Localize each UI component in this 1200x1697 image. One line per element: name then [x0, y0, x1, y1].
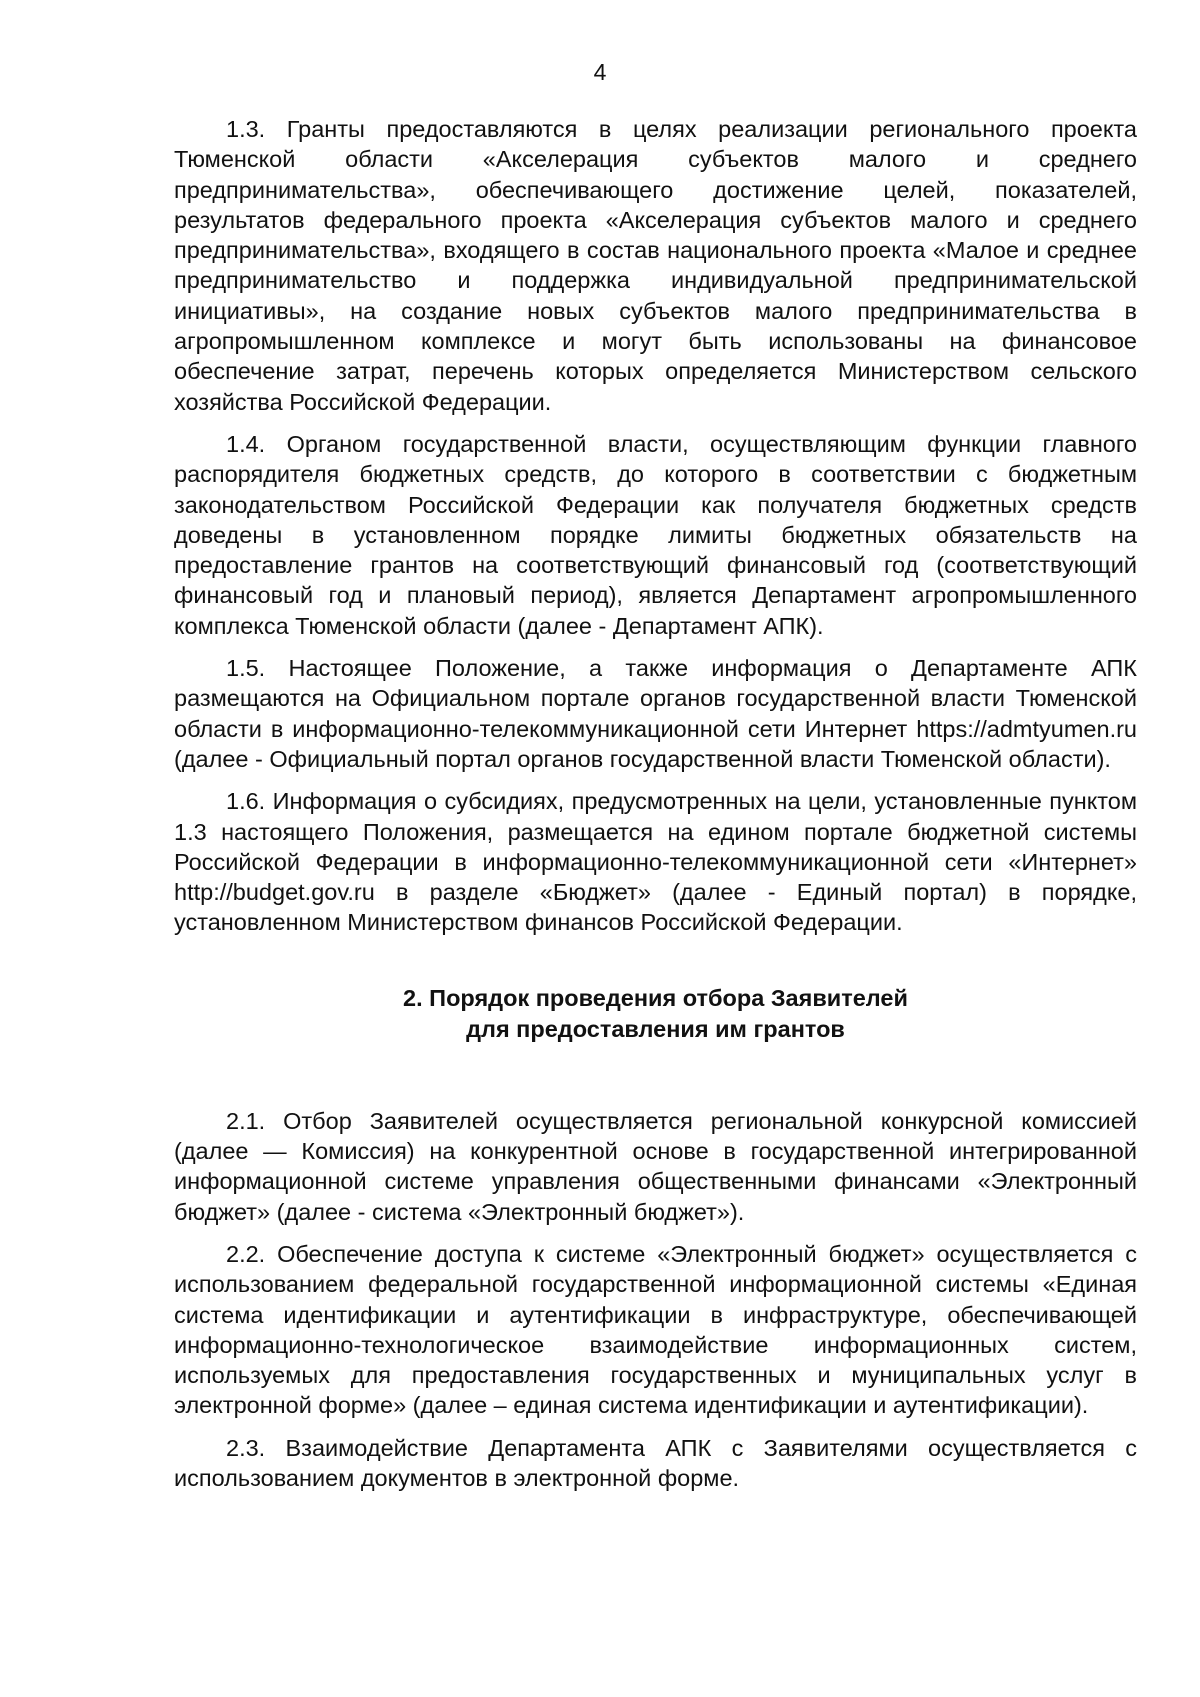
paragraph-1-4: 1.4. Органом государственной власти, осуществляющим функции главного распорядителя бюджетных средств, до которого в соответствии с бюджетным законодательством Российской Федерации как получателя бюджетных средств доведены в установленном порядке лимиты бюджетных обязательств на предоставление грантов на соответствующий финансовый год (соответствующий финансовый год и плановый период), является Департамент агропромышленного комплекса Тюменской области (далее - Департамент АПК).	[174, 430, 1137, 639]
document-body	[174, 114, 1137, 1493]
page-number: 4	[593, 59, 607, 85]
paragraph-1-6: 1.6. Информация о субсидиях, предусмотренных на цели, установленные пунктом 1.3 настоящего Положения, размещается на едином портале бюджетной системы Российской Федерации в информационно-телекоммуникационной сети «Интернет» http://budget.gov.ru в разделе «Бюджет» (далее - Единый портал) в порядке, установленном Министерством финансов Российской Федерации.	[174, 788, 1137, 936]
section-2-heading	[174, 983, 1137, 1045]
paragraph-2-1: 2.1. Отбор Заявителей осуществляется региональной конкурсной комиссией (далее — Комиссия) на конкурентной основе в государственной интегрированной информационной системе управления общественными финансами «Электронный бюджет» (далее - система «Электронный бюджет»).	[174, 1107, 1137, 1225]
paragraph-2-2: 2.2. Обеспечение доступа к системе «Электронный бюджет» осуществляется с использованием федеральной государственной информационной системы «Единая система идентификации и аутентификации в инфраструктуре, обеспечивающей информационно-технологическое взаимодействие информационных систем, используемых для предоставления государственных и муниципальных услуг в электронной форме» (далее – единая система идентификации и аутентификации).	[174, 1240, 1137, 1419]
section-2-heading-line-1: 2. Порядок проведения отбора Заявителей	[403, 984, 908, 1011]
section-2-heading-line-2: для предоставления им грантов	[466, 1015, 845, 1042]
paragraph-2-3: 2.3. Взаимодействие Департамента АПК с Заявителями осуществляется с использованием документов в электронной форме.	[174, 1434, 1137, 1491]
paragraph-1-3: 1.3. Гранты предоставляются в целях реализации регионального проекта Тюменской области «Акселерация субъектов малого и среднего предпринимательства», обеспечивающего достижение целей, показателей, результатов федерального проекта «Акселерация субъектов малого и среднего предпринимательства», входящего в состав национального проекта «Малое и среднее предпринимательство и поддержка индивидуальной предпринимательской инициативы», на создание новых субъектов малого предпринимательства в агропромышленном комплексе и могут быть использованы на финансовое обеспечение затрат, перечень которых определяется Министерством сельского хозяйства Российской Федерации.	[174, 116, 1137, 415]
paragraph-1-5: 1.5. Настоящее Положение, а также информация о Департаменте АПК размещаются на Официальном портале органов государственной власти Тюменской области в информационно-телекоммуникационной сети Интернет https://admtyumen.ru (далее - Официальный портал органов государственной власти Тюменской области).	[174, 655, 1137, 772]
